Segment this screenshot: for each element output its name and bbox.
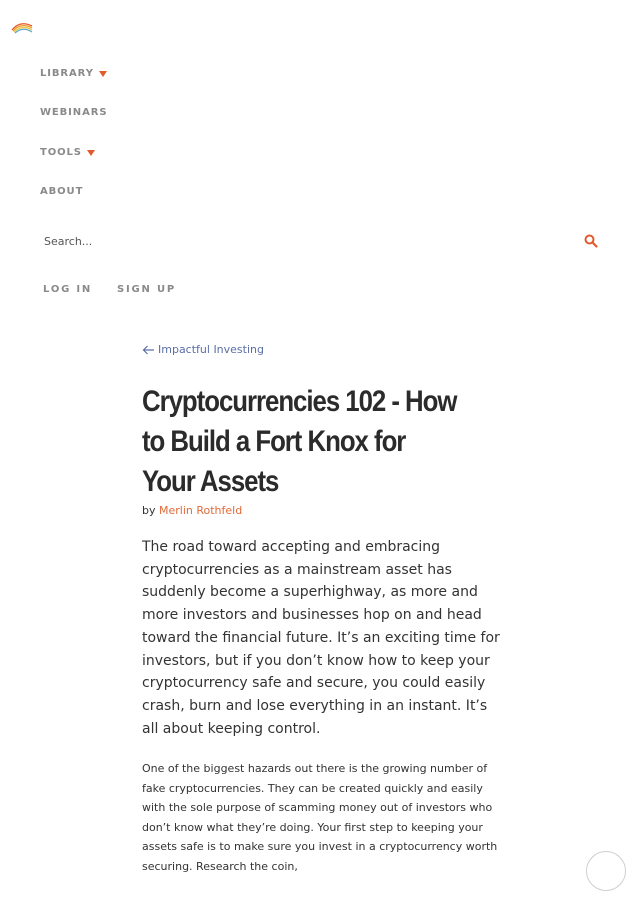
breadcrumb-label: Impactful Investing — [158, 343, 264, 356]
nav-library-label: LIBRARY — [40, 68, 94, 79]
byline-prefix: by — [142, 504, 156, 517]
article-lead: The road toward accepting and embracing cryptocurrencies as a mainstream asset has suddenly become a superhighway, as more and more investors and businesses hop on and head toward the financial future. It’s an exciting time for investors, but if you don’t know how to keep your cryptocurrency safe and secure, you could easily crash, burn and lose everything in an instant. It’s all about keeping control. — [142, 539, 500, 737]
caret-down-icon — [99, 71, 107, 77]
nav-about-label: ABOUT — [40, 186, 84, 197]
caret-down-icon — [87, 150, 95, 156]
nav-about[interactable] — [40, 186, 83, 197]
search-icon[interactable] — [584, 234, 598, 248]
nav-webinars[interactable] — [40, 107, 107, 118]
chat-bubble[interactable] — [586, 851, 626, 891]
search-input[interactable] — [40, 230, 578, 252]
nav-webinars-label: WEBINARS — [40, 107, 108, 118]
nav-library[interactable] — [40, 68, 107, 79]
author-link[interactable]: Merlin Rothfeld — [159, 504, 243, 517]
nav-tools[interactable] — [40, 147, 95, 158]
login-link[interactable]: LOG IN — [43, 284, 93, 295]
article-title: Cryptocurrencies 102 - How to Build a Fort Knox for Your Assets — [142, 385, 457, 498]
signup-link[interactable]: SIGN UP — [117, 284, 177, 295]
nav-tools-label: TOOLS — [40, 147, 82, 158]
arrow-left-icon — [142, 345, 155, 355]
site-logo[interactable] — [10, 18, 34, 34]
article-paragraph: One of the biggest hazards out there is the growing number of fake cryptocurrencies. They can be created quickly and easily with the sole purpose of scamming money out of investors who don’t know what they’re doing. Your first step to keeping your assets safe is to make sure you invest in a cryptocurrency worth securing. Research the coin, — [142, 762, 498, 873]
byline — [142, 504, 242, 517]
breadcrumb[interactable] — [142, 343, 264, 356]
